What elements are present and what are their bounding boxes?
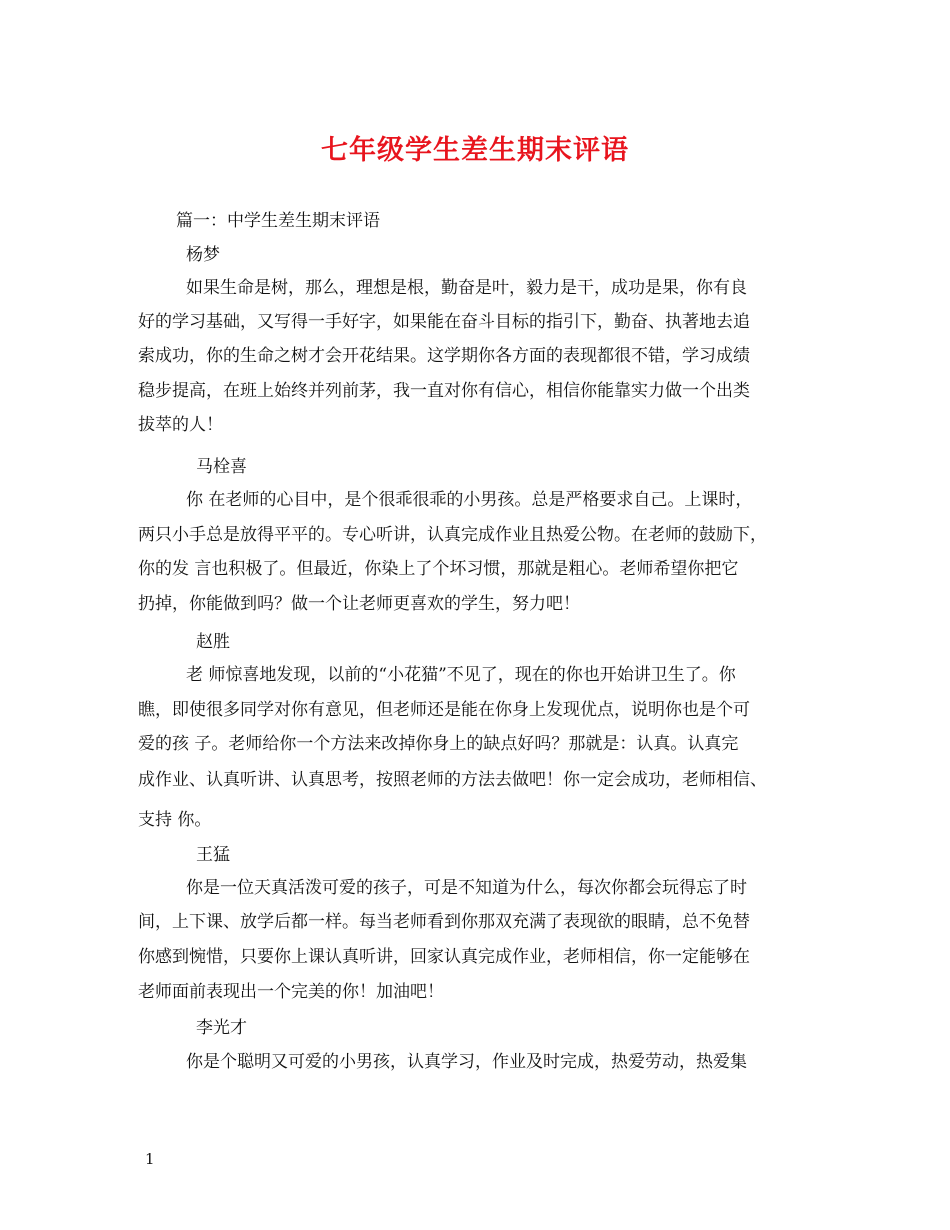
comment-line: 你是一位天真活泼可爱的孩子，可是不知道为什么，每次你都会玩得忘了时 [186,878,747,898]
comment-line: 老师面前表现出一个完美的你！加油吧！ [138,982,444,1002]
page-number: 1 [145,1150,155,1168]
comment-line: 爱的孩 子。老师给你一个方法来改掉你身上的缺点好吗？那就是：认真。认真完 [138,734,739,754]
comment-line: 你 在老师的心目中，是个很乖很乖的小男孩。总是严格要求自己。上课时， [186,490,753,510]
student-name-zhaosheng: 赵胜 [196,632,230,652]
comment-line: 你感到惋惜，只要你上课认真听讲，回家认真完成作业，老师相信，你一定能够在 [138,947,750,967]
document-title: 七年级学生差生期末评语 [321,135,629,166]
section-heading: 篇一：中学生差生期末评语 [176,211,380,231]
student-name-wangmeng: 王猛 [196,845,230,865]
student-name-yangmeng: 杨梦 [186,245,220,265]
comment-line: 稳步提高，在班上始终并列前茅，我一直对你有信心，相信你能靠实力做一个出类 [138,381,750,401]
comment-line: 如果生命是树，那么，理想是根，勤奋是叶，毅力是干，成功是果，你有良 [186,278,747,298]
comment-line: 瞧，即使很多同学对你有意见，但老师还是能在你身上发现优点，说明你也是个可 [138,700,750,720]
comment-line: 你是个聪明又可爱的小男孩，认真学习，作业及时完成，热爱劳动，热爱集 [186,1052,747,1072]
comment-line: 两只小手总是放得平平的。专心听讲，认真完成作业且热爱公物。在老师的鼓励下， [138,525,767,545]
comment-line: 扔掉，你能做到吗？做一个让老师更喜欢的学生，努力吧！ [138,594,580,614]
comment-line: 支持 你。 [138,810,212,830]
comment-line: 成作业、认真听讲、认真思考，按照老师的方法去做吧！你一定会成功，老师相信、 [138,770,767,790]
student-name-liguangcai: 李光才 [196,1018,247,1038]
comment-line: 间，上下课、放学后都一样。每当老师看到你那双充满了表现欲的眼睛，总不免替 [138,912,750,932]
comment-line: 拔萃的人！ [138,415,223,435]
comment-line: 索成功，你的生命之树才会开花结果。这学期你各方面的表现都很不错，学习成绩 [138,346,750,366]
comment-line: 你的发 言也积极了。但最近，你染上了个坏习惯，那就是粗心。老师希望你把它 [138,559,739,579]
comment-line: 好的学习基础，又写得一手好字，如果能在奋斗目标的指引下，勤奋、执著地去追 [138,312,750,332]
comment-line: 老 师惊喜地发现，以前的“小花猫”不见了，现在的你也开始讲卫生了。你 [186,665,736,685]
student-name-mashuanxi: 马栓喜 [196,457,247,477]
